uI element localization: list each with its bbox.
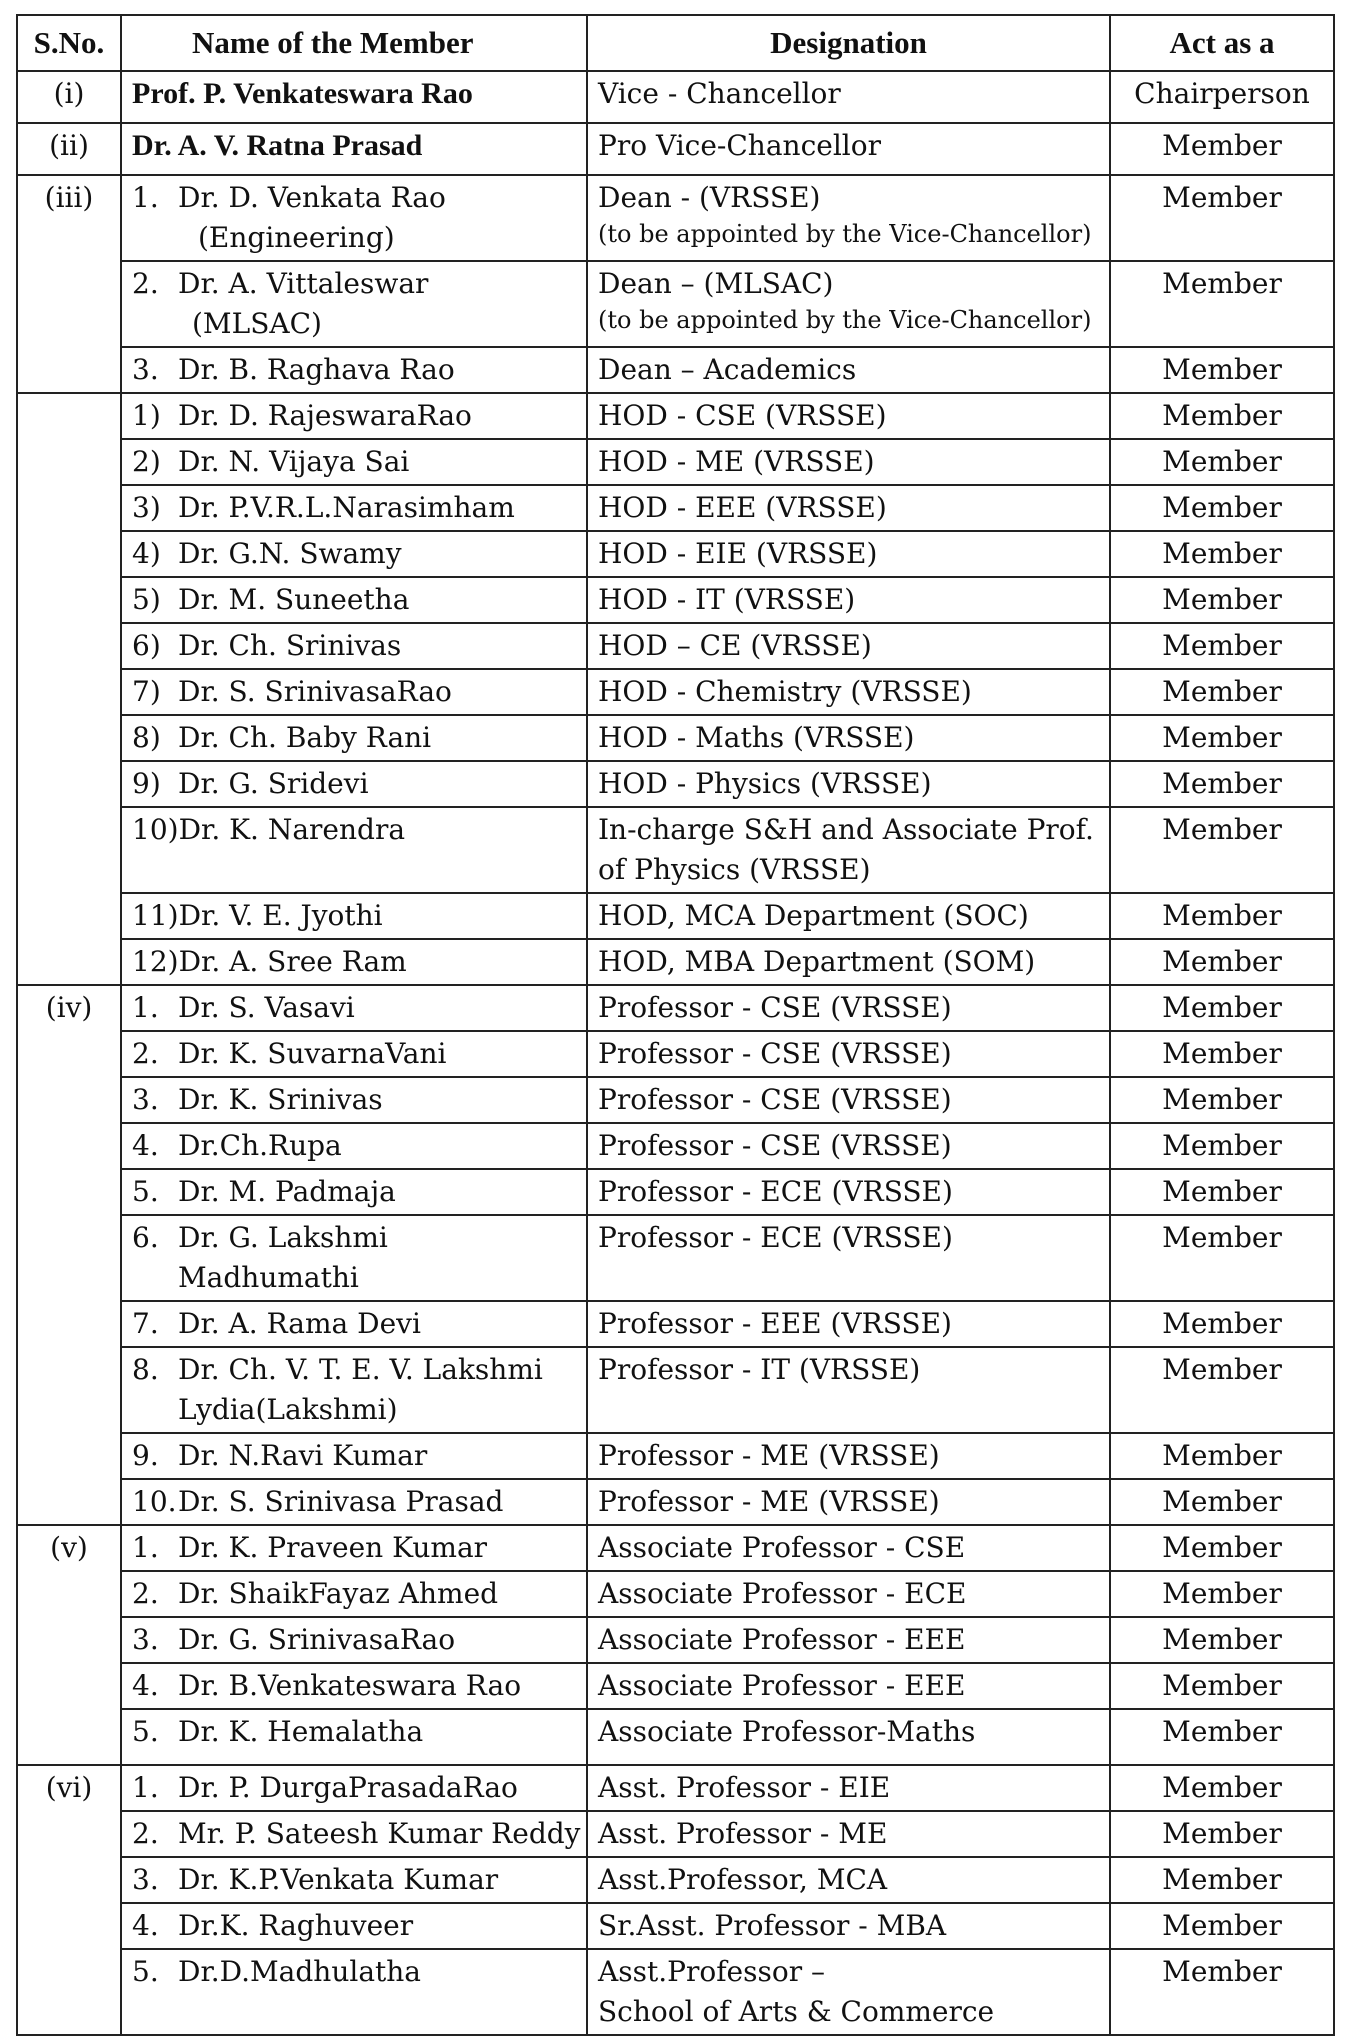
member-name: Dr. D. Venkata Rao [178,181,446,214]
row-sno [17,393,121,985]
member-name-cell [121,1857,587,1903]
act-as-cell: Member [1110,1215,1334,1301]
member-index: 3. [132,1863,159,1896]
designation: Professor - CSE (VRSSE) [598,1129,952,1162]
member-name-cell [121,261,587,347]
member-index: 11) [132,899,179,932]
table-row [17,1433,1334,1479]
table-row [17,1617,1334,1663]
member-name: Dr. K. Srinivas [178,1083,383,1116]
designation: Professor - EEE (VRSSE) [598,1307,952,1340]
member-name-cell [121,669,587,715]
table-row [17,1949,1334,2035]
designation: Asst. Professor - EIE [598,1771,891,1804]
designation: Asst.Professor – [598,1955,826,1988]
designation-cell [587,1857,1110,1903]
member-index: 2) [132,445,161,478]
designation-cell [587,623,1110,669]
member-name-cell [121,939,587,985]
designation: Dean – Academics [598,353,857,386]
act-as-cell: Member [1110,623,1334,669]
member-index: 2. [132,1037,159,1070]
designation-cell [587,807,1110,893]
act-as-cell: Member [1110,1811,1334,1857]
designation: Associate Professor - EEE [598,1623,966,1656]
designation-cell [587,1031,1110,1077]
designation-cell [587,1347,1110,1433]
member-index: 9) [132,767,161,800]
act-as-cell: Member [1110,1663,1334,1709]
member-name: Dr. G. Lakshmi [178,1221,388,1254]
member-name-cell [121,1663,587,1709]
designation: Professor - ECE (VRSSE) [598,1175,953,1208]
act-as-cell: Member [1110,347,1334,393]
header-row [17,15,1334,71]
act-as-cell: Member [1110,1031,1334,1077]
committee-members-table [16,14,1335,2036]
table-row [17,1709,1334,1765]
designation: Associate Professor-Maths [598,1715,976,1748]
member-index: 4. [132,1669,159,1702]
designation-cell [587,1571,1110,1617]
member-name-cell [121,1031,587,1077]
table-row [17,1903,1334,1949]
designation: Professor - ECE (VRSSE) [598,1221,953,1254]
member-name-cell [121,1215,587,1301]
table-row [17,669,1334,715]
table-row [17,261,1334,347]
member-name-cell [121,393,587,439]
designation-line2: School of Arts & Commerce [598,1995,995,2028]
member-name-line2: (MLSAC) [192,307,322,340]
member-name-cell [121,1433,587,1479]
designation-cell [587,761,1110,807]
row-sno: (i) [17,71,121,123]
member-index: 2. [132,267,159,300]
member-index: 8. [132,1353,159,1386]
member-name: Dr.K. Raghuveer [178,1909,414,1942]
member-name-cell [121,715,587,761]
act-as-cell: Member [1110,1903,1334,1949]
table-row [17,715,1334,761]
designation-line2: of Physics (VRSSE) [598,853,871,886]
table-row [17,1765,1334,1811]
designation-cell [587,985,1110,1031]
member-index: 10. [132,1485,177,1518]
table-row [17,1301,1334,1347]
header-act-as: Act as a [1110,15,1334,71]
member-name: Dr. S. Srinivasa Prasad [178,1485,504,1518]
act-as-cell: Member [1110,1949,1334,2035]
member-name: Dr. B.Venkateswara Rao [178,1669,522,1702]
designation-cell [587,1765,1110,1811]
designation-cell [587,261,1110,347]
member-name-cell [121,347,587,393]
member-index: 4. [132,1129,159,1162]
member-index: 6) [132,629,161,662]
designation-cell [587,1525,1110,1571]
member-name-cell [121,1617,587,1663]
member-name: Dr. M. Padmaja [178,1175,396,1208]
act-as-cell: Member [1110,939,1334,985]
member-name: Dr. Ch. Srinivas [178,629,402,662]
act-as-cell: Member [1110,1433,1334,1479]
member-name: Dr. K. Hemalatha [178,1715,424,1748]
designation: HOD - Maths (VRSSE) [598,721,915,754]
row-sno: (ii) [17,123,121,175]
member-name: Dr. N.Ravi Kumar [178,1439,428,1472]
act-as-cell: Member [1110,439,1334,485]
member-index: 1. [132,181,159,214]
designation-cell [587,1479,1110,1525]
designation: Dean – (MLSAC) [598,267,834,300]
table-row [17,347,1334,393]
member-name-cell [121,1949,587,2035]
table-row [17,531,1334,577]
designation: Professor - ME (VRSSE) [598,1439,940,1472]
table-row [17,1123,1334,1169]
member-name-cell [121,761,587,807]
designation-cell [587,175,1110,261]
member-name: Dr. A. V. Ratna Prasad [132,129,423,162]
designation-cell [587,893,1110,939]
designation-cell [587,1663,1110,1709]
member-name-cell [121,1571,587,1617]
member-index: 3) [132,491,161,524]
table-row [17,1525,1334,1571]
member-index: 1) [132,399,161,432]
member-name: Dr. D. RajeswaraRao [178,399,472,432]
member-name-line2: (Engineering) [198,221,395,254]
member-name-cell [121,1765,587,1811]
table-row [17,1347,1334,1433]
act-as-cell: Member [1110,1479,1334,1525]
member-index: 8) [132,721,161,754]
member-index: 1. [132,1771,159,1804]
designation: HOD - CSE (VRSSE) [598,399,887,432]
member-index: 10) [132,813,179,846]
designation-cell [587,347,1110,393]
table-row [17,1077,1334,1123]
member-name-cell [121,1347,587,1433]
member-name: Dr. K. Narendra [178,813,406,846]
table-row [17,1663,1334,1709]
designation: Vice - Chancellor [598,77,841,110]
member-name: Dr. M. Suneetha [178,583,410,616]
designation: HOD - ME (VRSSE) [598,445,875,478]
designation: Associate Professor - ECE [598,1577,967,1610]
act-as-cell: Member [1110,669,1334,715]
member-name-line2: Lydia(Lakshmi) [178,1393,398,1426]
member-name-cell [121,1479,587,1525]
act-as-cell: Member [1110,531,1334,577]
member-name: Dr. S. Vasavi [178,991,355,1024]
table-row [17,175,1334,261]
designation: Asst. Professor - ME [598,1817,888,1850]
act-as-cell: Member [1110,577,1334,623]
act-as-cell: Member [1110,985,1334,1031]
act-as-cell: Member [1110,893,1334,939]
designation: HOD, MCA Department (SOC) [598,899,1029,932]
member-name: Dr. S. SrinivasaRao [178,675,452,708]
act-as-cell: Member [1110,807,1334,893]
header-sno: S.No. [17,15,121,71]
member-index: 9. [132,1439,159,1472]
act-as-cell: Member [1110,1347,1334,1433]
member-index: 3. [132,1083,159,1116]
member-name: Dr. G.N. Swamy [178,537,402,570]
member-name-cell [121,439,587,485]
act-as-cell: Member [1110,1123,1334,1169]
member-name-cell [121,123,587,175]
member-name: Dr.D.Madhulatha [178,1955,421,1988]
act-as-cell: Member [1110,715,1334,761]
member-index: 1. [132,1531,159,1564]
designation: Associate Professor - EEE [598,1669,966,1702]
member-name: Dr. P. DurgaPrasadaRao [178,1771,518,1804]
designation: In-charge S&H and Associate Prof. [598,813,1094,846]
member-name: Dr. K. SuvarnaVani [178,1037,447,1070]
designation-cell [587,1903,1110,1949]
designation: HOD - Chemistry (VRSSE) [598,675,972,708]
table-row [17,1857,1334,1903]
act-as-cell: Member [1110,1169,1334,1215]
table-row [17,71,1334,123]
act-as-cell: Member [1110,261,1334,347]
designation-cell [587,439,1110,485]
member-index: 2. [132,1817,159,1850]
designation-cell [587,1169,1110,1215]
designation: Professor - CSE (VRSSE) [598,991,952,1024]
member-index: 3. [132,1623,159,1656]
member-name: Prof. P. Venkateswara Rao [132,77,473,110]
row-sno: (vi) [17,1765,121,2035]
designation-cell [587,1077,1110,1123]
act-as-cell: Member [1110,1617,1334,1663]
table-row [17,893,1334,939]
member-name-cell [121,175,587,261]
designation-cell [587,715,1110,761]
member-name: Dr. Ch. V. T. E. V. Lakshmi [178,1353,543,1386]
act-as-cell: Member [1110,1571,1334,1617]
table-row [17,485,1334,531]
member-index: 12) [132,945,179,978]
table-row [17,393,1334,439]
act-as-cell: Member [1110,393,1334,439]
table-row [17,577,1334,623]
designation: HOD - IT (VRSSE) [598,583,856,616]
member-index: 4) [132,537,161,570]
designation-cell [587,577,1110,623]
table-row [17,1169,1334,1215]
designation-cell [587,1949,1110,2035]
table-row [17,123,1334,175]
member-index: 5. [132,1955,159,1988]
act-as-cell: Member [1110,1077,1334,1123]
member-index: 1. [132,991,159,1024]
member-name-cell [121,893,587,939]
designation-line2: (to be appointed by the Vice-Chancellor) [598,306,1092,334]
member-name-cell [121,1709,587,1765]
member-name: Dr. K. Praveen Kumar [178,1531,488,1564]
designation: Professor - ME (VRSSE) [598,1485,940,1518]
designation: HOD - EEE (VRSSE) [598,491,887,524]
member-name: Dr. Ch. Baby Rani [178,721,432,754]
member-name-cell [121,1903,587,1949]
row-sno: (v) [17,1525,121,1765]
header-name: Name of the Member [121,15,587,71]
member-index: 7. [132,1307,159,1340]
member-name: Dr. A. Rama Devi [178,1307,421,1340]
designation-cell [587,393,1110,439]
table-row [17,623,1334,669]
act-as-cell: Member [1110,485,1334,531]
table-row [17,1479,1334,1525]
designation-cell [587,939,1110,985]
act-as-cell: Member [1110,761,1334,807]
member-name-cell [121,1525,587,1571]
designation: Asst.Professor, MCA [598,1863,888,1896]
member-name-cell [121,531,587,577]
designation-cell [587,1123,1110,1169]
member-name: Dr. N. Vijaya Sai [178,445,410,478]
designation-cell [587,485,1110,531]
member-index: 2. [132,1577,159,1610]
member-name: Dr. ShaikFayaz Ahmed [178,1577,499,1610]
designation: HOD - Physics (VRSSE) [598,767,932,800]
act-as-cell: Member [1110,123,1334,175]
act-as-cell: Chairperson [1110,71,1334,123]
designation: Pro Vice-Chancellor [598,129,881,162]
member-name: Dr.Ch.Rupa [178,1129,342,1162]
member-name: Dr. G. Sridevi [178,767,369,800]
member-name: Dr. G. SrinivasaRao [178,1623,456,1656]
member-name-cell [121,623,587,669]
member-name-cell [121,985,587,1031]
designation: Sr.Asst. Professor - MBA [598,1909,947,1942]
member-name: Dr. B. Raghava Rao [178,353,455,386]
table-row [17,807,1334,893]
row-sno: (iv) [17,985,121,1525]
row-sno: (iii) [17,175,121,393]
designation: Professor - CSE (VRSSE) [598,1083,952,1116]
member-index: 7) [132,675,161,708]
table-row [17,1811,1334,1857]
member-index: 5) [132,583,161,616]
member-name-cell [121,577,587,623]
designation-line2: (to be appointed by the Vice-Chancellor) [598,220,1092,248]
member-index: 5. [132,1715,159,1748]
header-designation: Designation [587,15,1110,71]
member-name: Mr. P. Sateesh Kumar Reddy [178,1817,581,1850]
designation: Professor - CSE (VRSSE) [598,1037,952,1070]
designation-cell [587,1215,1110,1301]
act-as-cell: Member [1110,1525,1334,1571]
member-name-cell [121,807,587,893]
member-name: Dr. A. Sree Ram [178,945,407,978]
member-name: Dr. V. E. Jyothi [178,899,383,932]
act-as-cell: Member [1110,1709,1334,1765]
member-name-line2: Madhumathi [178,1261,359,1294]
designation: HOD – CE (VRSSE) [598,629,872,662]
designation-cell [587,1709,1110,1765]
member-index: 3. [132,353,159,386]
designation-cell [587,531,1110,577]
designation-cell [587,1301,1110,1347]
member-name-cell [121,1123,587,1169]
designation: HOD, MBA Department (SOM) [598,945,1036,978]
table-row [17,939,1334,985]
member-index: 6. [132,1221,159,1254]
member-index: 4. [132,1909,159,1942]
designation: Associate Professor - CSE [598,1531,966,1564]
designation: HOD - EIE (VRSSE) [598,537,878,570]
designation: Professor - IT (VRSSE) [598,1353,921,1386]
act-as-cell: Member [1110,1301,1334,1347]
designation-cell [587,123,1110,175]
act-as-cell: Member [1110,1857,1334,1903]
member-index: 5. [132,1175,159,1208]
designation-cell [587,1811,1110,1857]
member-name-cell [121,1077,587,1123]
member-name-cell [121,1301,587,1347]
table-row [17,1571,1334,1617]
table-row [17,1215,1334,1301]
table-body [17,71,1334,2035]
member-name-cell [121,71,587,123]
table-row [17,1031,1334,1077]
table-row [17,439,1334,485]
designation-cell [587,71,1110,123]
member-name: Dr. A. Vittaleswar [178,267,429,300]
member-name-cell [121,1811,587,1857]
designation: Dean - (VRSSE) [598,181,821,214]
act-as-cell: Member [1110,1765,1334,1811]
table-row [17,761,1334,807]
designation-cell [587,669,1110,715]
table-row [17,985,1334,1031]
member-name: Dr. K.P.Venkata Kumar [178,1863,499,1896]
member-name-cell [121,485,587,531]
act-as-cell: Member [1110,175,1334,261]
member-name: Dr. P.V.R.L.Narasimham [178,491,515,524]
member-name-cell [121,1169,587,1215]
designation-cell [587,1433,1110,1479]
designation-cell [587,1617,1110,1663]
